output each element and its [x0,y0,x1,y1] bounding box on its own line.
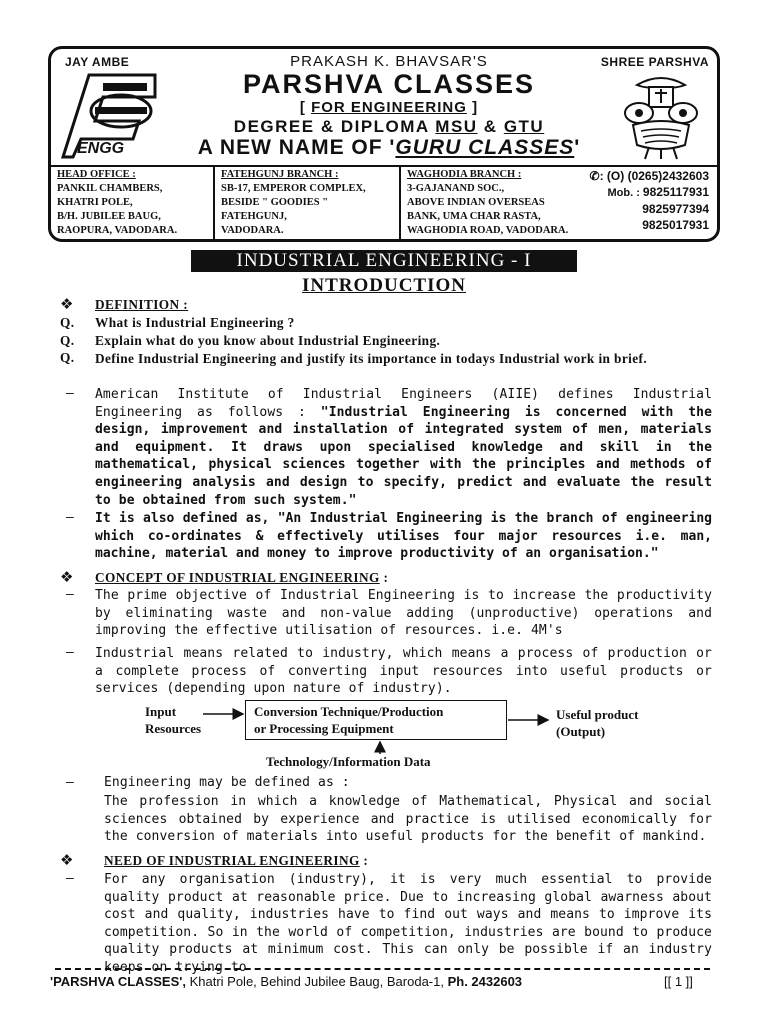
q-label: Q. [60,350,75,365]
need-heading: NEED OF INDUSTRIAL ENGINEERING : [104,853,369,868]
bullet-icon: ❖ [60,568,74,586]
phone-numbers [590,168,709,233]
dash-bullet: – [66,775,74,790]
footer-address: 'PARSHVA CLASSES', Khatri Pole, Behind Jubilee Baug, Baroda-1, Ph. 2432603 [50,974,523,989]
dash-bullet: – [66,871,74,886]
concept-point-2: Industrial means related to industry, which means a process of production or a complete process of converting input resources into useful products or services (depending upon nature of industry). [95,646,712,697]
definition-heading: DEFINITION : [95,297,189,312]
question-3: Define Industrial Engineering and justify its importance in todays Industrial work in brief. [95,351,648,366]
dash-bullet: – [66,510,74,525]
byline: PRAKASH K. BHAVSAR'S [290,53,488,70]
dash-bullet: – [66,645,74,660]
mobile-phone-2: 9825977394 [642,202,709,216]
new-name-line: A NEW NAME OF 'GURU CLASSES' [197,136,581,159]
engg-logo-icon [59,71,163,159]
flow-process-box: Conversion Technique/Production or Processing Equipment [245,700,507,740]
degree-line: DEGREE & DIPLOMA MSU & GTU [233,117,545,136]
footer-rule [55,968,710,970]
page-number: [[ 1 ]] [664,974,693,989]
head-office: HEAD OFFICE : PANKIL CHAMBERS, KHATRI POLE, B/H. JUBILEE BAUG, RAOPURA, VADODARA. [51,165,215,239]
mobile-phone-1: Mob. : 9825117931 [607,185,709,199]
left-tagline: JAY AMBE [65,55,130,69]
deity-emblem-icon [619,73,703,161]
aiie-definition: American Institute of Industrial Engineers (AIIE) defines Industrial Engineering as follows : "Industrial Engineering is concerned with the design, improvement and installation of integrated system of men, materials and equipment. It draws upon specialised knowledge and skill in the mathematical, physical sciences together with the principles and methods of engineering analysis and design to specify, predict and evaluate the result to be obtained from such system." [95,387,712,508]
engineering-intro: Engineering may be defined as : [104,775,350,790]
right-tagline: SHREE PARSHVA [600,55,709,69]
logo-text: ENGG [77,140,125,157]
brand-name: PARSHVA CLASSES [242,69,536,99]
flow-feed-label: Technology/Information Data [266,754,431,769]
chapter-title: INTRODUCTION [301,275,467,296]
dash-bullet: – [66,587,74,602]
flow-input-label-2: Resources [145,721,202,736]
question-1: What is Industrial Engineering ? [95,315,295,330]
question-2: Explain what do you know about Industrial Engineering. [95,333,441,348]
for-engineering: [ FOR ENGINEERING ] [299,99,479,116]
letterhead-top [51,49,717,167]
office-phone: ✆: (O) (0265)2432603 [589,169,709,183]
branch-addresses [51,165,717,239]
flow-output-label-2: (Output) [556,724,606,739]
subject-title: INDUSTRIAL ENGINEERING - I [191,250,577,272]
concept-point-1: The prime objective of Industrial Engineering is to increase the productivity by eliminating waste and non-value adding (unproductive) operations and improving the effective utilisation of resources. i.e. 4M's [95,588,712,639]
flow-output-label-1: Useful product [556,707,639,722]
engineering-definition: The profession in which a knowledge of Mathematical, Physical and social sciences obtained by experience and practice is utilised economically for the conversion of materials into useful products for the benefit of mankind. [104,794,712,845]
fatehgunj-branch: FATEHGUNJ BRANCH : SB-17, EMPEROR COMPLEX, BESIDE " GOODIES " FATEHGUNJ, VADODARA. [215,165,401,239]
alternate-definition: It is also defined as, "An Industrial Engineering is the branch of engineering which co-ordinates & effectively utilises four major resources i.e. man, machine, material and money to improve productivity of an organisation." [95,511,712,562]
flow-input-label-1: Input [145,704,177,719]
waghodia-branch: WAGHODIA BRANCH : 3-GAJANAND SOC., ABOVE INDIAN OVERSEAS BANK, UMA CHAR RASTA, WAGHODIA ROAD, VADODARA. ✆: (O) (0265)2432603 Mob. : 9825117931 9825977394 9825017931 [407,169,709,236]
q-label: Q. [60,333,75,348]
mobile-phone-3: 9825017931 [642,218,709,232]
bullet-icon: ❖ [60,295,74,313]
concept-heading: CONCEPT OF INDUSTRIAL ENGINEERING : [95,570,389,585]
bullet-icon: ❖ [60,851,74,869]
dash-bullet: – [66,386,74,401]
letterhead [48,46,720,242]
need-paragraph: For any organisation (industry), it is very much essential to provide quality product at reasonable price. Due to increasing global awarness about cost and quality, industries have to find out ways and means to improve its competition. So in the world of competition, industries are bound to produce quality products at minimum cost. This can only be possible if an industry keeps on trying to [104,872,712,975]
q-label: Q. [60,315,75,330]
